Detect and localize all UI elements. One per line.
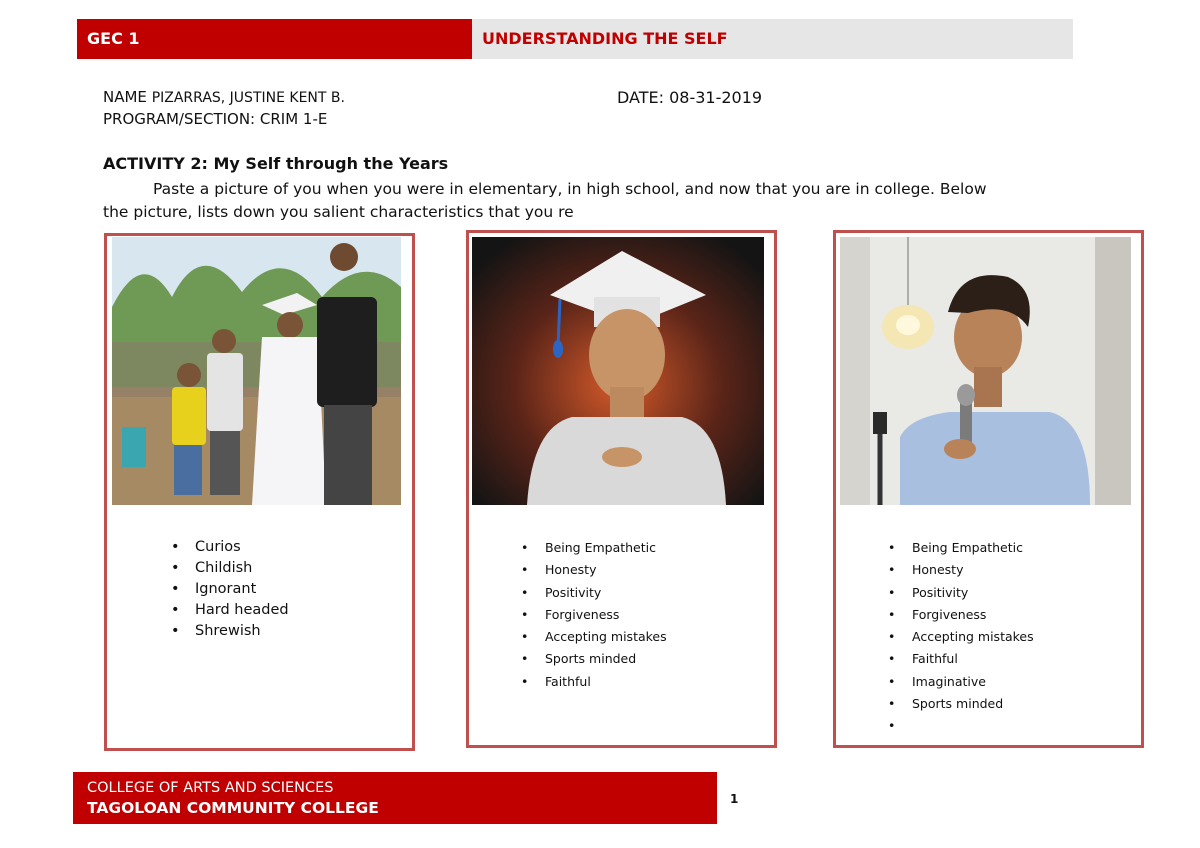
instruction-line-2: the picture, lists down you salient characteristics that you re bbox=[103, 203, 574, 221]
list-item: • Forgiveness bbox=[521, 604, 667, 626]
activity-instructions bbox=[103, 178, 1083, 224]
college-photo bbox=[840, 237, 1131, 505]
name-value: PIZARRAS, JUSTINE KENT B. bbox=[151, 90, 345, 106]
page-number: 1 bbox=[730, 792, 739, 806]
activity-title: ACTIVITY 2: My Self through the Years bbox=[103, 154, 449, 173]
list-item: • Childish bbox=[171, 558, 289, 579]
name-row bbox=[103, 88, 345, 106]
elementary-photo bbox=[112, 237, 401, 505]
list-item: • Hard headed bbox=[171, 600, 289, 621]
list-item: • Faithful bbox=[521, 671, 667, 693]
list-item: • Accepting mistakes bbox=[521, 626, 667, 648]
program-value: CRIM 1-E bbox=[259, 110, 328, 128]
list-item: • Being Empathetic bbox=[888, 537, 1034, 559]
list-item: • Faithful bbox=[888, 648, 1034, 670]
course-title: UNDERSTANDING THE SELF bbox=[482, 29, 728, 48]
list-item: • Positivity bbox=[521, 582, 667, 604]
name-label: NAME bbox=[103, 88, 147, 106]
college-traits-list bbox=[888, 537, 1034, 737]
elementary-traits-list bbox=[171, 537, 289, 642]
list-item: • Sports minded bbox=[888, 693, 1034, 715]
list-item: • Ignorant bbox=[171, 579, 289, 600]
footer-college: COLLEGE OF ARTS AND SCIENCES bbox=[87, 780, 334, 796]
list-item: • Shrewish bbox=[171, 621, 289, 642]
date-value: 08-31-2019 bbox=[669, 88, 763, 107]
program-row bbox=[103, 110, 327, 128]
list-item bbox=[888, 715, 1034, 737]
list-item: • Being Empathetic bbox=[521, 537, 667, 559]
highschool-traits-list bbox=[521, 537, 667, 693]
header-course-title-bar bbox=[472, 19, 1073, 59]
list-item: • Sports minded bbox=[521, 648, 667, 670]
footer-bar bbox=[73, 772, 717, 824]
highschool-photo bbox=[472, 237, 764, 505]
list-item: • Imaginative bbox=[888, 671, 1034, 693]
instruction-line-1: Paste a picture of you when you were in elementary, in high school, and now that you are in college. Below bbox=[153, 180, 987, 198]
list-item: • Accepting mistakes bbox=[888, 626, 1034, 648]
course-code: GEC 1 bbox=[87, 29, 140, 48]
footer-institution: TAGOLOAN COMMUNITY COLLEGE bbox=[87, 799, 379, 817]
list-item: • Honesty bbox=[521, 559, 667, 581]
list-item: • Forgiveness bbox=[888, 604, 1034, 626]
date-label: DATE: bbox=[617, 88, 665, 107]
program-label: PROGRAM/SECTION: bbox=[103, 110, 256, 128]
list-item: • Honesty bbox=[888, 559, 1034, 581]
date-row bbox=[617, 88, 762, 107]
header-course-code-bar bbox=[77, 19, 472, 59]
list-item: • Positivity bbox=[888, 582, 1034, 604]
list-item: • Curios bbox=[171, 537, 289, 558]
